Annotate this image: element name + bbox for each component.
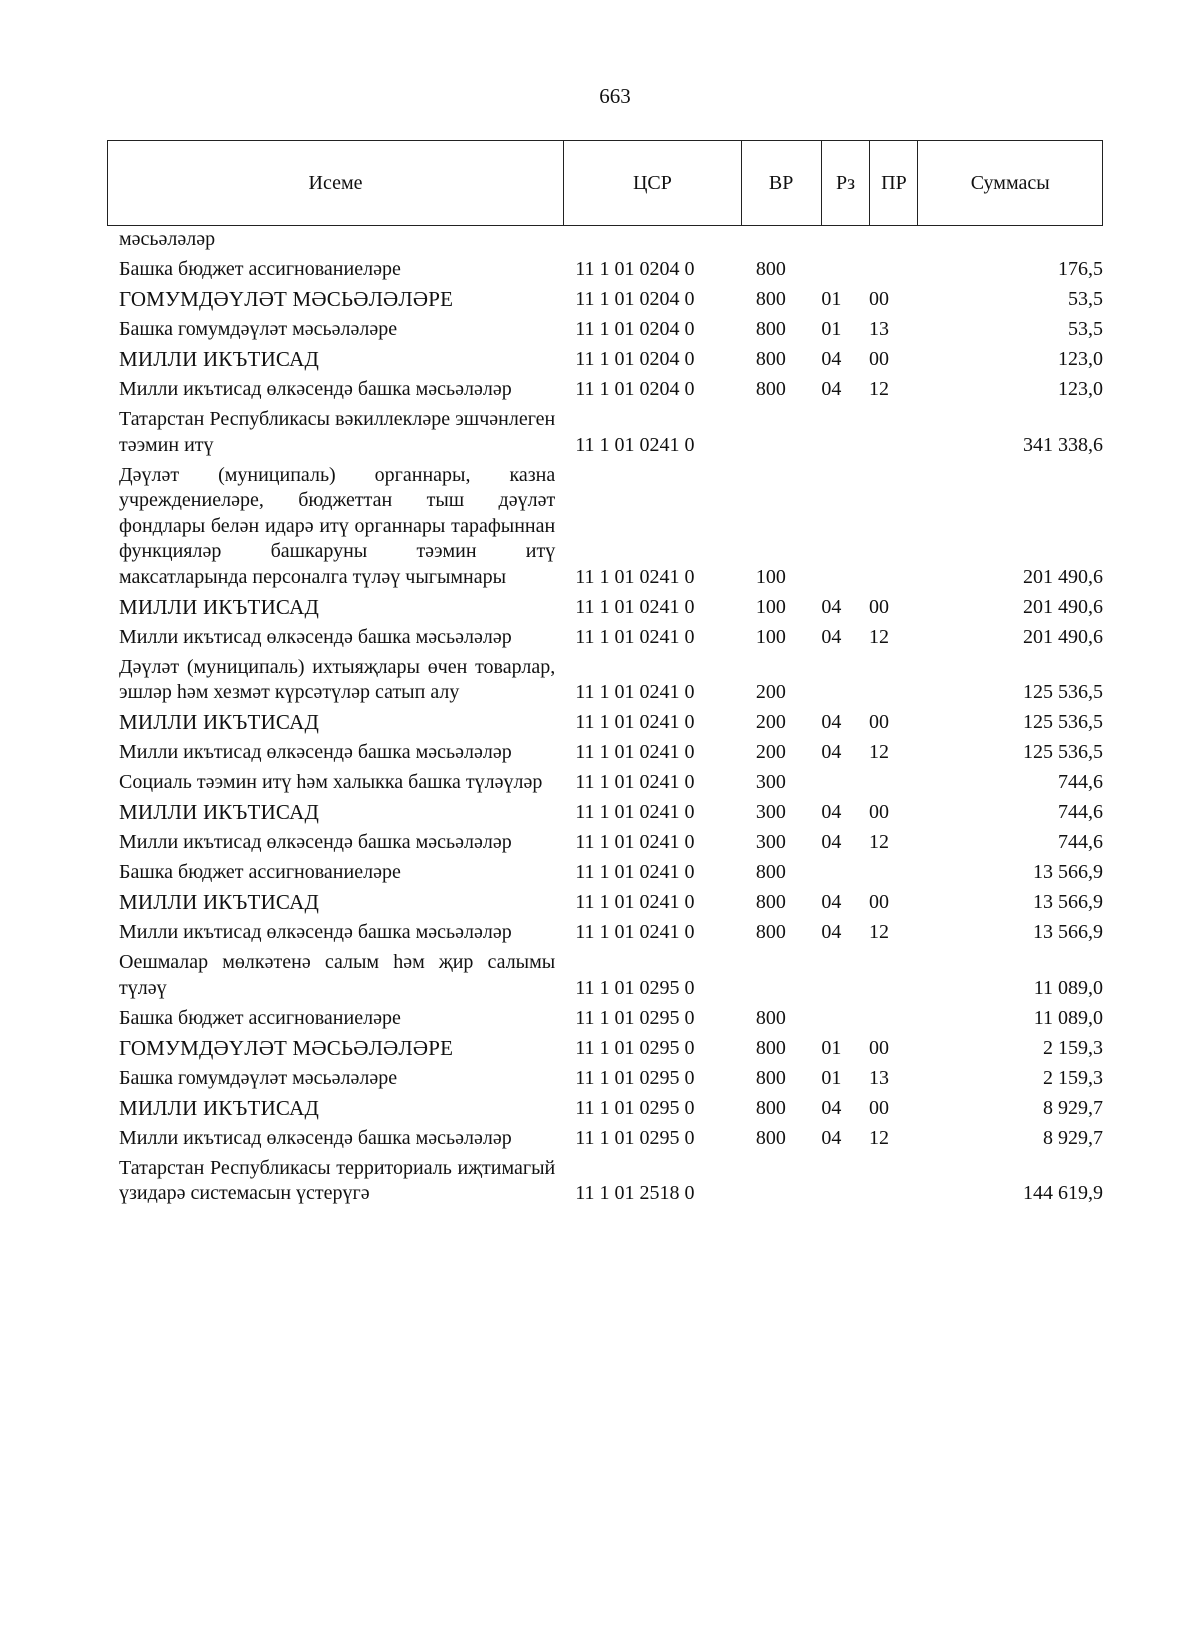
row-vr: 800: [755, 1036, 786, 1059]
row-vr: 800: [755, 1066, 786, 1089]
row-name: Татарстан Республикасы территориаль иҗтимагый үзидарә системасын үстерүгә: [119, 1156, 556, 1204]
row-pr: 00: [869, 1036, 890, 1059]
row-vr: 300: [755, 831, 786, 853]
row-name: Милли икътисад өлкәсендә башка мәсьәләләр: [119, 741, 512, 763]
row-vr: 800: [755, 1096, 786, 1119]
row-rz: 04: [821, 921, 842, 943]
table-row: [107, 1006, 1103, 1032]
row-vr: 800: [755, 318, 786, 340]
row-name: мәсьәләләр: [119, 228, 216, 250]
header-pr: ПР: [869, 141, 917, 225]
row-vr: 100: [755, 625, 786, 648]
table-row: [107, 920, 1103, 946]
row-sum: 125 536,5: [1023, 741, 1103, 763]
row-vr: 800: [755, 348, 786, 370]
table-row: [107, 1156, 1103, 1207]
row-name: Дәүләт (муниципаль) органнары, казна учреждениеләре, бюджеттан тыш дәүләт фондлары белән идарә итү органнары тарафыннан функцияләр башкаруны тәэмин итү максатларында персоналга түләү чыгымнары: [119, 463, 556, 588]
row-sum: 176,5: [1058, 258, 1103, 280]
row-name: МИЛЛИ ИКЪТИСАД: [119, 1095, 319, 1120]
row-rz: 01: [821, 1066, 842, 1089]
row-name: МИЛЛИ ИКЪТИСАД: [119, 594, 319, 619]
row-csr: 11 1 01 0295 0: [575, 1066, 695, 1089]
table-row: [107, 860, 1103, 886]
row-rz: 04: [821, 1126, 842, 1149]
row-vr: 800: [755, 1006, 786, 1029]
row-pr: 12: [869, 741, 890, 763]
row-rz: 01: [821, 288, 842, 310]
table-row: [107, 595, 1103, 621]
row-pr: 12: [869, 1126, 890, 1149]
table-row: [107, 1096, 1103, 1122]
row-sum: 201 490,6: [1023, 565, 1103, 588]
row-sum: 123,0: [1058, 348, 1103, 370]
row-vr: 200: [755, 741, 786, 763]
table-row: [107, 317, 1103, 343]
row-csr: 11 1 01 0241 0: [575, 861, 695, 883]
table-row: [107, 463, 1103, 591]
row-csr: 11 1 01 0241 0: [575, 921, 695, 943]
table-row: [107, 800, 1103, 826]
row-sum: 8 929,7: [1043, 1126, 1103, 1149]
row-csr: 11 1 01 0241 0: [575, 741, 695, 763]
row-sum: 201 490,6: [1023, 625, 1103, 648]
row-name: МИЛЛИ ИКЪТИСАД: [119, 710, 319, 734]
table-row: [107, 347, 1103, 373]
row-sum: 13 566,9: [1033, 921, 1103, 943]
table-row: [107, 1036, 1103, 1062]
table-row: [107, 227, 1103, 253]
row-csr: 11 1 01 2518 0: [575, 1182, 695, 1204]
row-sum: 125 536,5: [1023, 711, 1103, 733]
row-name: Милли икътисад өлкәсендә башка мәсьәләләр: [119, 921, 512, 943]
row-csr: 11 1 01 0295 0: [575, 1036, 695, 1059]
row-rz: 04: [821, 625, 842, 648]
row-name: Башка бюджет ассигнованиеләре: [119, 1006, 401, 1029]
row-pr: 12: [869, 831, 890, 853]
row-pr: 12: [869, 921, 890, 943]
row-csr: 11 1 01 0241 0: [575, 681, 695, 703]
row-csr: 11 1 01 0241 0: [575, 771, 695, 793]
header-csr: ЦСР: [563, 141, 741, 225]
table-row: [107, 830, 1103, 856]
table-row: [107, 710, 1103, 736]
header-name: Исеме: [308, 171, 363, 194]
row-name: МИЛЛИ ИКЪТИСАД: [119, 890, 319, 914]
row-rz: 04: [821, 378, 842, 400]
row-vr: 100: [755, 595, 786, 618]
row-csr: 11 1 01 0204 0: [575, 288, 695, 310]
table-row: [107, 287, 1103, 313]
row-name: Татарстан Республикасы вәкиллекләре эшчәнлеген тәэмин итү: [119, 408, 556, 456]
budget-table: [107, 140, 1103, 1207]
row-name: Милли икътисад өлкәсендә башка мәсьәләләр: [119, 1126, 512, 1149]
row-vr: 100: [755, 565, 786, 588]
row-rz: 04: [821, 1096, 842, 1119]
row-vr: 800: [755, 891, 786, 913]
row-sum: 53,5: [1068, 288, 1103, 310]
row-rz: 04: [821, 348, 842, 370]
row-rz: 04: [821, 741, 842, 763]
page-number: 663: [599, 84, 631, 108]
table-row: [107, 890, 1103, 916]
row-sum: 53,5: [1068, 318, 1103, 340]
row-vr: 800: [755, 258, 786, 280]
row-csr: 11 1 01 0241 0: [575, 711, 695, 733]
row-csr: 11 1 01 0295 0: [575, 1006, 695, 1029]
table-body: [107, 227, 1103, 1207]
row-name: Милли икътисад өлкәсендә башка мәсьәләләр: [119, 625, 512, 648]
row-vr: 800: [755, 378, 786, 400]
header-rz: Рз: [821, 141, 870, 225]
row-sum: 8 929,7: [1043, 1096, 1103, 1119]
row-pr: 13: [869, 318, 890, 340]
row-csr: 11 1 01 0241 0: [575, 433, 695, 456]
row-pr: 12: [869, 378, 890, 400]
row-rz: 01: [821, 318, 842, 340]
row-name: Милли икътисад өлкәсендә башка мәсьәләләр: [119, 378, 512, 400]
row-sum: 144 619,9: [1023, 1182, 1103, 1204]
row-vr: 300: [755, 801, 786, 823]
row-sum: 744,6: [1058, 831, 1103, 853]
row-csr: 11 1 01 0241 0: [575, 891, 695, 913]
row-sum: 13 566,9: [1033, 891, 1103, 913]
row-vr: 800: [755, 921, 786, 943]
table-row: [107, 770, 1103, 796]
row-name: Башка бюджет ассигнованиеләре: [119, 258, 401, 280]
row-sum: 2 159,3: [1043, 1066, 1103, 1089]
row-name: МИЛЛИ ИКЪТИСАД: [119, 347, 319, 371]
row-pr: 00: [869, 595, 890, 618]
row-name: ГОМУМДӘҮЛӘТ МӘСЬӘЛӘЛӘРЕ: [119, 287, 454, 311]
row-rz: 04: [821, 595, 842, 618]
table-row: [107, 1066, 1103, 1092]
row-sum: 11 089,0: [1033, 976, 1103, 999]
table-row: [107, 740, 1103, 766]
row-csr: 11 1 01 0295 0: [575, 976, 695, 999]
row-csr: 11 1 01 0204 0: [575, 258, 695, 280]
row-rz: 04: [821, 711, 842, 733]
row-csr: 11 1 01 0204 0: [575, 348, 695, 370]
row-sum: 123,0: [1058, 378, 1103, 400]
row-csr: 11 1 01 0204 0: [575, 378, 695, 400]
row-rz: 04: [821, 891, 842, 913]
row-vr: 200: [755, 711, 786, 733]
row-sum: 11 089,0: [1033, 1006, 1103, 1029]
row-rz: 04: [821, 831, 842, 853]
header-vr: ВР: [741, 141, 821, 225]
row-name: Дәүләт (муниципаль) ихтыяҗлары өчен товарлар, эшләр һәм хезмәт күрсәтүләр сатып алу: [119, 655, 556, 703]
row-pr: 00: [869, 891, 890, 913]
row-vr: 300: [755, 771, 786, 793]
row-vr: 800: [755, 861, 786, 883]
row-vr: 800: [755, 1126, 786, 1149]
row-pr: 00: [869, 1096, 890, 1119]
row-name: ГОМУМДӘҮЛӘТ МӘСЬӘЛӘЛӘРЕ: [119, 1035, 454, 1060]
table-row: [107, 625, 1103, 651]
table-row: [107, 377, 1103, 403]
row-sum: 13 566,9: [1033, 861, 1103, 883]
row-pr: 13: [869, 1066, 890, 1089]
table-row: [107, 950, 1103, 1001]
table-header: [107, 140, 1103, 226]
row-name: Милли икътисад өлкәсендә башка мәсьәләләр: [119, 831, 512, 853]
row-sum: 744,6: [1058, 771, 1103, 793]
row-csr: 11 1 01 0241 0: [575, 625, 695, 648]
row-name: Оешмалар мөлкәтенә салым һәм җир салымы түләү: [119, 951, 556, 999]
table-row: [107, 1126, 1103, 1152]
row-pr: 00: [869, 348, 890, 370]
row-name: Башка гомумдәүләт мәсьәләләре: [119, 318, 398, 340]
table-row: [107, 407, 1103, 458]
row-csr: 11 1 01 0204 0: [575, 318, 695, 340]
row-pr: 00: [869, 288, 890, 310]
row-pr: 00: [869, 711, 890, 733]
row-sum: 201 490,6: [1023, 595, 1103, 618]
row-vr: 800: [755, 288, 786, 310]
header-sum: Суммасы: [917, 141, 1102, 225]
row-rz: 01: [821, 1036, 842, 1059]
row-pr: 00: [869, 801, 890, 823]
row-name: Башка бюджет ассигнованиеләре: [119, 861, 401, 883]
row-csr: 11 1 01 0241 0: [575, 831, 695, 853]
table-row: [107, 257, 1103, 283]
row-csr: 11 1 01 0295 0: [575, 1126, 695, 1149]
row-name: Башка гомумдәүләт мәсьәләләре: [119, 1066, 398, 1089]
row-sum: 744,6: [1058, 801, 1103, 823]
row-csr: 11 1 01 0241 0: [575, 801, 695, 823]
row-csr: 11 1 01 0241 0: [575, 565, 695, 588]
row-rz: 04: [821, 801, 842, 823]
table-row: [107, 655, 1103, 706]
row-vr: 200: [755, 681, 786, 703]
row-sum: 125 536,5: [1023, 681, 1103, 703]
row-name: Социаль тәэмин итү һәм халыкка башка түләүләр: [119, 771, 543, 793]
row-pr: 12: [869, 625, 890, 648]
row-name: МИЛЛИ ИКЪТИСАД: [119, 800, 319, 824]
row-csr: 11 1 01 0241 0: [575, 595, 695, 618]
row-sum: 341 338,6: [1023, 433, 1103, 456]
row-csr: 11 1 01 0295 0: [575, 1096, 695, 1119]
row-sum: 2 159,3: [1043, 1036, 1103, 1059]
